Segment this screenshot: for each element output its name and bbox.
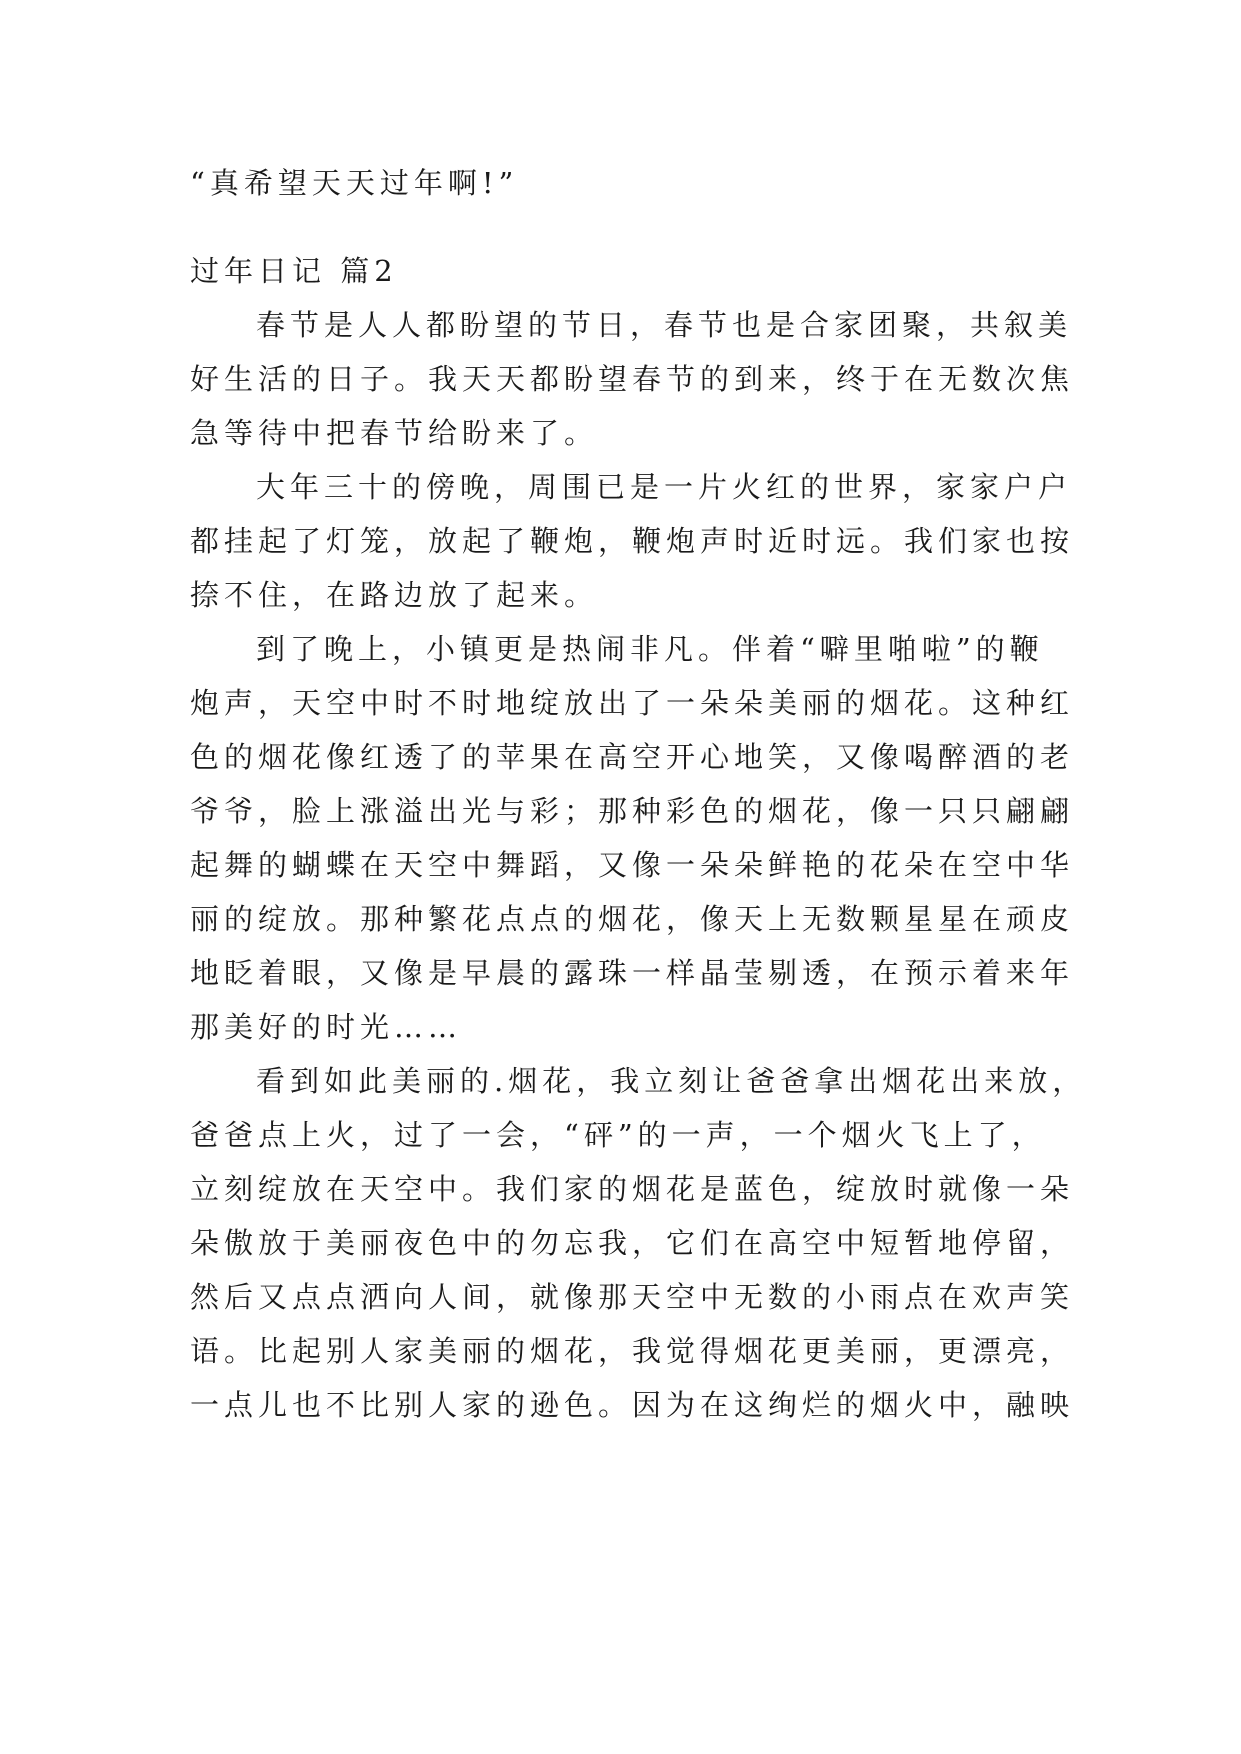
section-title: 过年日记 篇2: [190, 254, 398, 288]
paragraph-line: 爷爷，脸上涨溢出光与彩；那种彩色的烟花，像一只只翩翩: [190, 794, 1075, 828]
paragraph-line: 起舞的蝴蝶在天空中舞蹈，又像一朵朵鲜艳的花朵在空中华: [190, 848, 1075, 882]
paragraph-line: 立刻绽放在天空中。我们家的烟花是蓝色，绽放时就像一朵: [190, 1172, 1075, 1206]
paragraph-line: 春节是人人都盼望的节日，春节也是合家团聚，共叙美: [256, 308, 1073, 342]
paragraph-line: 都挂起了灯笼，放起了鞭炮，鞭炮声时近时远。我们家也按: [190, 524, 1075, 558]
paragraph-line: 到了晚上，小镇更是热闹非凡。伴着“噼里啪啦”的鞭: [256, 632, 1044, 666]
paragraph-line: 好生活的日子。我天天都盼望春节的到来，终于在无数次焦: [190, 362, 1075, 396]
paragraph-line: 炮声，天空中时不时地绽放出了一朵朵美丽的烟花。这种红: [190, 686, 1075, 720]
opening-quote: “真希望天天过年啊!”: [190, 166, 519, 200]
paragraph-line: 大年三十的傍晚，周围已是一片火红的世界，家家户户: [256, 470, 1073, 504]
paragraph-line: 地眨着眼，又像是早晨的露珠一样晶莹剔透，在预示着来年: [190, 956, 1075, 990]
paragraph-line: 然后又点点洒向人间，就像那天空中无数的小雨点在欢声笑: [190, 1280, 1075, 1314]
paragraph-line: 语。比起别人家美丽的烟花，我觉得烟花更美丽，更漂亮，: [190, 1334, 1075, 1368]
paragraph-line: 丽的绽放。那种繁花点点的烟花，像天上无数颗星星在顽皮: [190, 902, 1075, 936]
paragraph-line: 看到如此美丽的.烟花，我立刻让爸爸拿出烟花出来放，: [256, 1064, 1087, 1098]
paragraph-line: 捺不住，在路边放了起来。: [190, 578, 599, 612]
paragraph-line: 朵傲放于美丽夜色中的勿忘我，它们在高空中短暂地停留，: [190, 1226, 1075, 1260]
paragraph-line: 急等待中把春节给盼来了。: [190, 416, 599, 450]
paragraph-line: 一点儿也不比别人家的逊色。因为在这绚烂的烟火中，融映: [190, 1388, 1075, 1422]
paragraph-line: 爸爸点上火，过了一会，“砰”的一声，一个烟火飞上了，: [190, 1118, 1046, 1152]
paragraph-line: 色的烟花像红透了的苹果在高空开心地笑，又像喝醉酒的老: [190, 740, 1075, 774]
paragraph-line: 那美好的时光……: [190, 1010, 463, 1044]
